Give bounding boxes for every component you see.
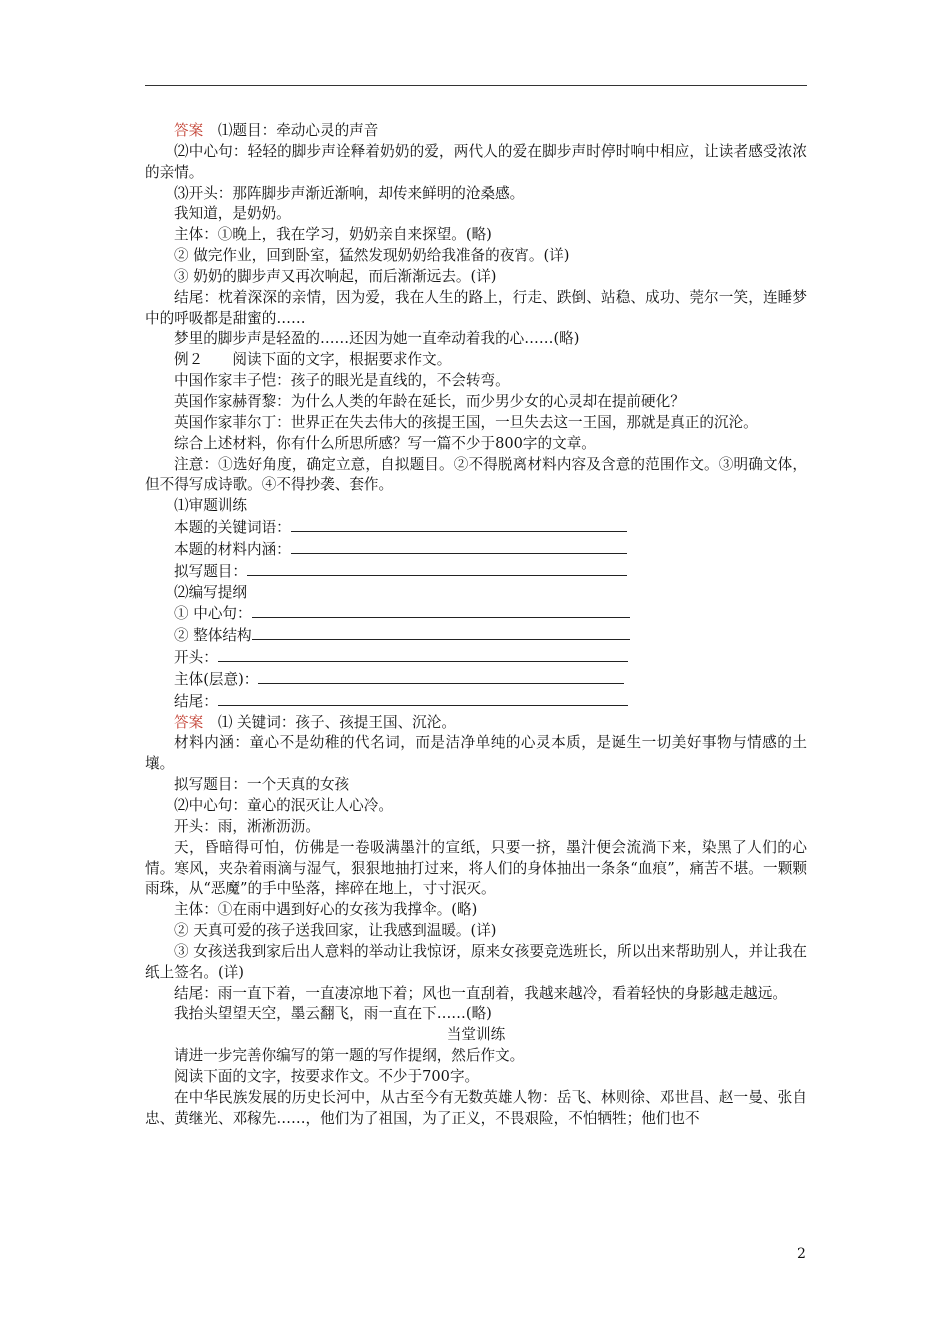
answer-line: 答案 ⑴ 关键词：孩子、孩提王国、沉沦。 (174, 713, 456, 731)
document-body (145, 121, 807, 1130)
prompt-line: 综合上述材料，你有什么所思所感？写一篇不少于800字的文章。 (174, 434, 596, 452)
answer-blank[interactable] (291, 539, 627, 554)
answer-line: 拟写题目：一个天真的女孩 (174, 776, 350, 794)
answer-line: 结尾：雨一直下着，一直凄凉地下着；风也一直刮着，我越来越冷，看着轻快的身影越走越远。 (174, 984, 787, 1002)
task-line: 阅读下面的文字，按要求作文。不少于700字。 (174, 1067, 480, 1085)
answer-line: ⑶开头：那阵脚步声渐近渐响，却传来鲜明的沧桑感。 (174, 184, 525, 202)
fill-line: ① 中心句： (145, 603, 807, 625)
fill-line: ② 整体结构 (145, 625, 807, 647)
answer-blank[interactable] (258, 669, 624, 684)
answer-line: ② 做完作业，回到卧室，猛然发现奶奶给我准备的夜宵。(详) (174, 247, 570, 265)
answer-label: 答案 (174, 122, 204, 139)
answer-line: 我知道，是奶奶。 (174, 205, 291, 223)
answer-line: 天，昏暗得可怕，仿佛是一卷吸满墨汁的宣纸，只要一挤，墨汁便会流淌下来，染黑了人们的心情。寒风，夹杂着雨滴与湿气，狠狠地抽打过来，将人们的身体抽出一条条“血痕”，痛苦不堪。一颗颗雨珠，从“恶魔”的手中坠落，摔碎在地上，寸寸泯灭。 (145, 838, 807, 898)
answer-line: 结尾：枕着深深的亲情，因为爱，我在人生的路上，行走、跌倒、站稳、成功、莞尔一笑，连睡梦中的呼吸都是甜蜜的…… (145, 288, 807, 327)
answer-line: 开头：雨，淅淅沥沥。 (174, 817, 320, 835)
answer-blank[interactable] (218, 691, 628, 706)
task-line: 在中华民族发展的历史长河中，从古至今有无数英雄人物：岳飞、林则徐、邓世昌、赵一曼、张自忠、黄继光、邓稼先……，他们为了祖国，为了正义，不畏艰险，不怕牺牲；他们也不 (145, 1088, 807, 1127)
answer-line: 答案 ⑴题目：牵动心灵的声音 (174, 122, 379, 139)
answer-line: 主体：①晚上，我在学习，奶奶亲自来探望。(略) (174, 226, 492, 244)
answer-line: ③ 女孩送我到家后出人意料的举动让我惊讶，原来女孩要竞选班长，所以出来帮助别人，并让我在纸上签名。(详) (145, 942, 807, 981)
section-title: 当堂训练 (446, 1026, 506, 1044)
answer-line: 材料内涵：童心不是幼稚的代名词，而是洁净单纯的心灵本质，是诞生一切美好事物与情感的土壤。 (145, 734, 807, 773)
answer-blank[interactable] (252, 603, 630, 618)
notice-line: 注意：①选好角度，确定立意，自拟题目。②不得脱离材料内容及含意的范围作文。③明确文体，但不得写成诗歌。④不得抄袭、套作。 (145, 455, 807, 494)
page-number: 2 (797, 1246, 806, 1262)
answer-line: 梦里的脚步声是轻盈的……还因为她一直牵动着我的心……(略) (174, 330, 580, 348)
answer-line: ⑵中心句：童心的泯灭让人心冷。 (174, 797, 393, 814)
answer-line: ② 天真可爱的孩子送我回家，让我感到温暖。(详) (174, 922, 497, 940)
answer-line: 主体：①在雨中遇到好心的女孩为我撑伞。(略) (174, 901, 478, 919)
answer-line: ⑵中心句：轻轻的脚步声诠释着奶奶的爱，两代人的爱在脚步声时停时响中相应，让读者感受浓浓的亲情。 (145, 142, 807, 181)
exercise-heading: ⑴审题训练 (174, 497, 247, 515)
header-rule (145, 85, 807, 86)
material-line: 英国作家菲尔丁：世界正在失去伟大的孩提王国，一旦失去这一王国，那就是真正的沉沦。 (174, 413, 758, 431)
answer-line: 我抬头望望天空，墨云翻飞，雨一直在下……(略) (174, 1005, 492, 1023)
material-line: 中国作家丰子恺：孩子的眼光是直线的，不会转弯。 (174, 372, 510, 390)
exercise-heading: ⑵编写提纲 (174, 583, 247, 601)
answer-blank[interactable] (218, 647, 628, 662)
material-line: 英国作家赫胥黎：为什么人类的年龄在延长，而少男少女的心灵却在提前硬化？ (174, 392, 685, 410)
fill-line: 结尾： (145, 691, 807, 713)
answer-label: 答案 (174, 713, 204, 731)
example-heading: 例２ 阅读下面的文字，根据要求作文。 (174, 351, 452, 369)
answer-line: ③ 奶奶的脚步声又再次响起，而后渐渐远去。(详) (174, 267, 497, 285)
fill-line: 本题的材料内涵： (145, 539, 807, 561)
fill-line: 本题的关键词语： (145, 517, 807, 539)
answer-blank[interactable] (291, 517, 627, 532)
answer-blank[interactable] (247, 561, 627, 576)
fill-line: 主体(层意)： (145, 669, 807, 691)
fill-line: 开头： (145, 647, 807, 669)
answer-blank[interactable] (252, 625, 630, 640)
task-line: 请进一步完善你编写的第一题的写作提纲，然后作文。 (174, 1047, 525, 1065)
fill-line: 拟写题目： (145, 561, 807, 583)
